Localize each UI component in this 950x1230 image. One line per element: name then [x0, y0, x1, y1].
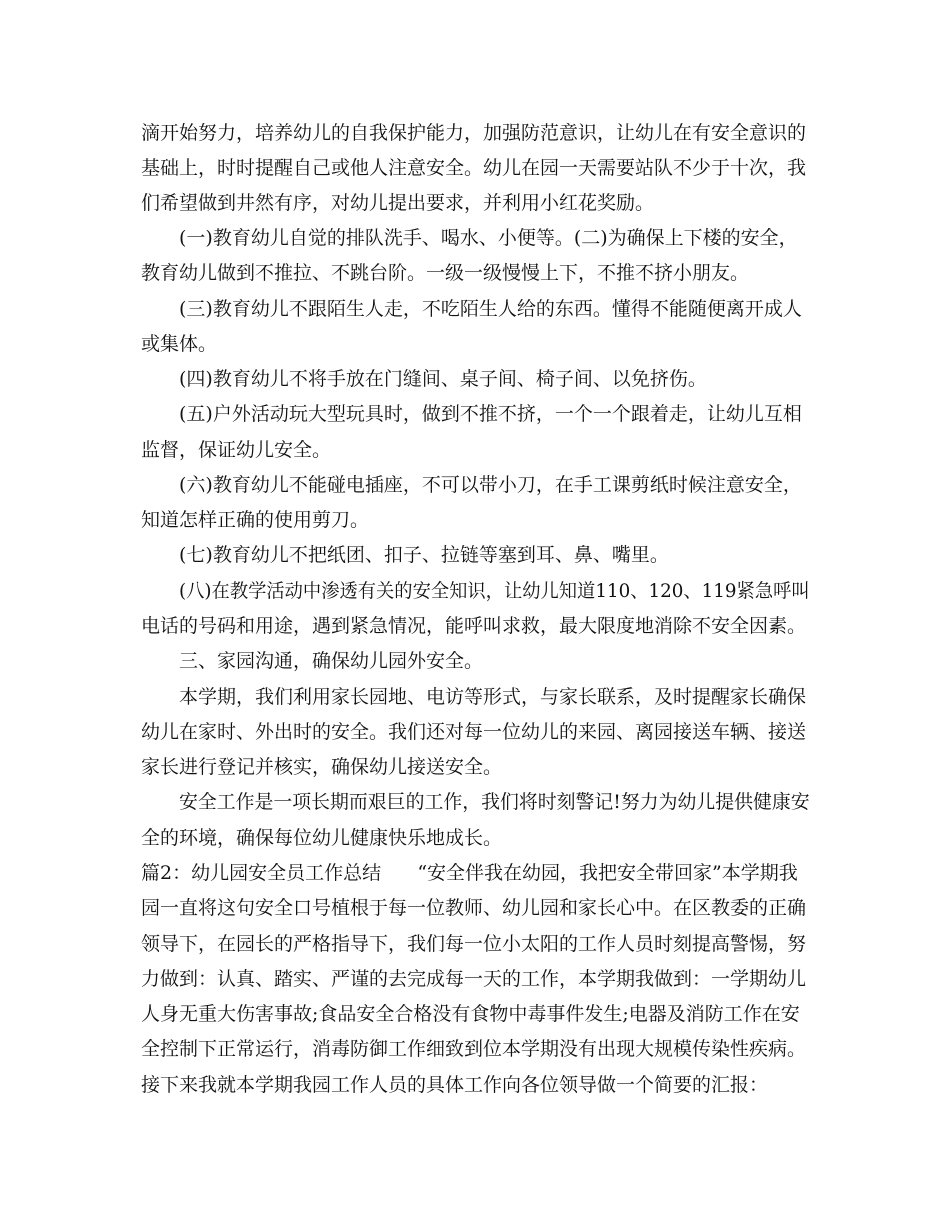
text-line: (三)教育幼儿不跟陌生人走，不吃陌生人给的东西。懂得不能随便离开成人: [179, 298, 802, 320]
text-line: 篇2：幼儿园安全员工作总结 “安全伴我在幼园，我把安全带回家”本学期我: [141, 862, 798, 884]
text-line: 教育幼儿做到不推拉、不跳台阶。一级一级慢慢上下，不推不挤小朋友。: [141, 262, 750, 284]
text-line: 们希望做到井然有序，对幼儿提出要求，并利用小红花奖励。: [141, 192, 655, 214]
text-line: 接下来我就本学期我园工作人员的具体工作向各位领导做一个简要的汇报：: [141, 1074, 769, 1096]
text-line: 三、家园沟通，确保幼儿园外安全。: [179, 650, 484, 672]
text-line: 家长进行登记并核实，确保幼儿接送安全。: [141, 756, 503, 778]
text-line: 人身无重大伤害事故;食品安全合格没有食物中毒事件发生;电器及消防工作在安: [141, 1003, 800, 1025]
text-line: 全控制下正常运行，消毒防御工作细致到位本学期没有出现大规模传染性疾病。: [141, 1038, 807, 1060]
text-line: 或集体。: [141, 333, 218, 355]
text-line: (四)教育幼儿不将手放在门缝间、桌子间、椅子间、以免挤伤。: [179, 368, 707, 390]
text-line: 全的环境，确保每位幼儿健康快乐地成长。: [141, 827, 503, 849]
text-line: (六)教育幼儿不能碰电插座，不可以带小刀，在手工课剪纸时候注意安全，: [179, 474, 802, 496]
text-line: (八)在教学活动中渗透有关的安全知识，让幼儿知道110、120、119紧急呼叫: [179, 580, 810, 602]
text-line: 力做到：认真、踏实、严谨的去完成每一天的工作，本学期我做到：一学期幼儿: [141, 968, 807, 990]
text-line: 基础上，时时提醒自己或他人注意安全。幼儿在园一天需要站队不少于十次，我: [141, 157, 807, 179]
text-line: 园一直将这句安全口号植根于每一位教师、幼儿园和家长心中。在区教委的正确: [141, 897, 807, 919]
text-line: 电话的号码和用途，遇到紧急情况，能呼叫求救，最大限度地消除不安全因素。: [141, 615, 807, 637]
text-line: 幼儿在家时、外出时的安全。我们还对每一位幼儿的来园、离园接送车辆、接送: [141, 721, 807, 743]
text-line: 本学期，我们利用家长园地、电访等形式，与家长联系，及时提醒家长确保: [179, 686, 807, 708]
text-line: 滴开始努力，培养幼儿的自我保护能力，加强防范意识，让幼儿在有安全意识的: [141, 122, 807, 144]
text-line: 安全工作是一项长期而艰巨的工作，我们将时刻警记!努力为幼儿提供健康安: [179, 791, 810, 813]
text-line: 知道怎样正确的使用剪刀。: [141, 509, 370, 531]
text-line: 领导下，在园长的严格指导下，我们每一位小太阳的工作人员时刻提高警惕，努: [141, 933, 807, 955]
text-line: 监督，保证幼儿安全。: [141, 439, 332, 461]
text-line: (七)教育幼儿不把纸团、扣子、拉链等塞到耳、鼻、嘴里。: [179, 544, 669, 566]
text-line: (五)户外活动玩大型玩具时，做到不推不挤，一个一个跟着走，让幼儿互相: [179, 403, 802, 425]
text-line: (一)教育幼儿自觉的排队洗手、喝水、小便等。(二)为确保上下楼的安全，: [179, 227, 798, 249]
